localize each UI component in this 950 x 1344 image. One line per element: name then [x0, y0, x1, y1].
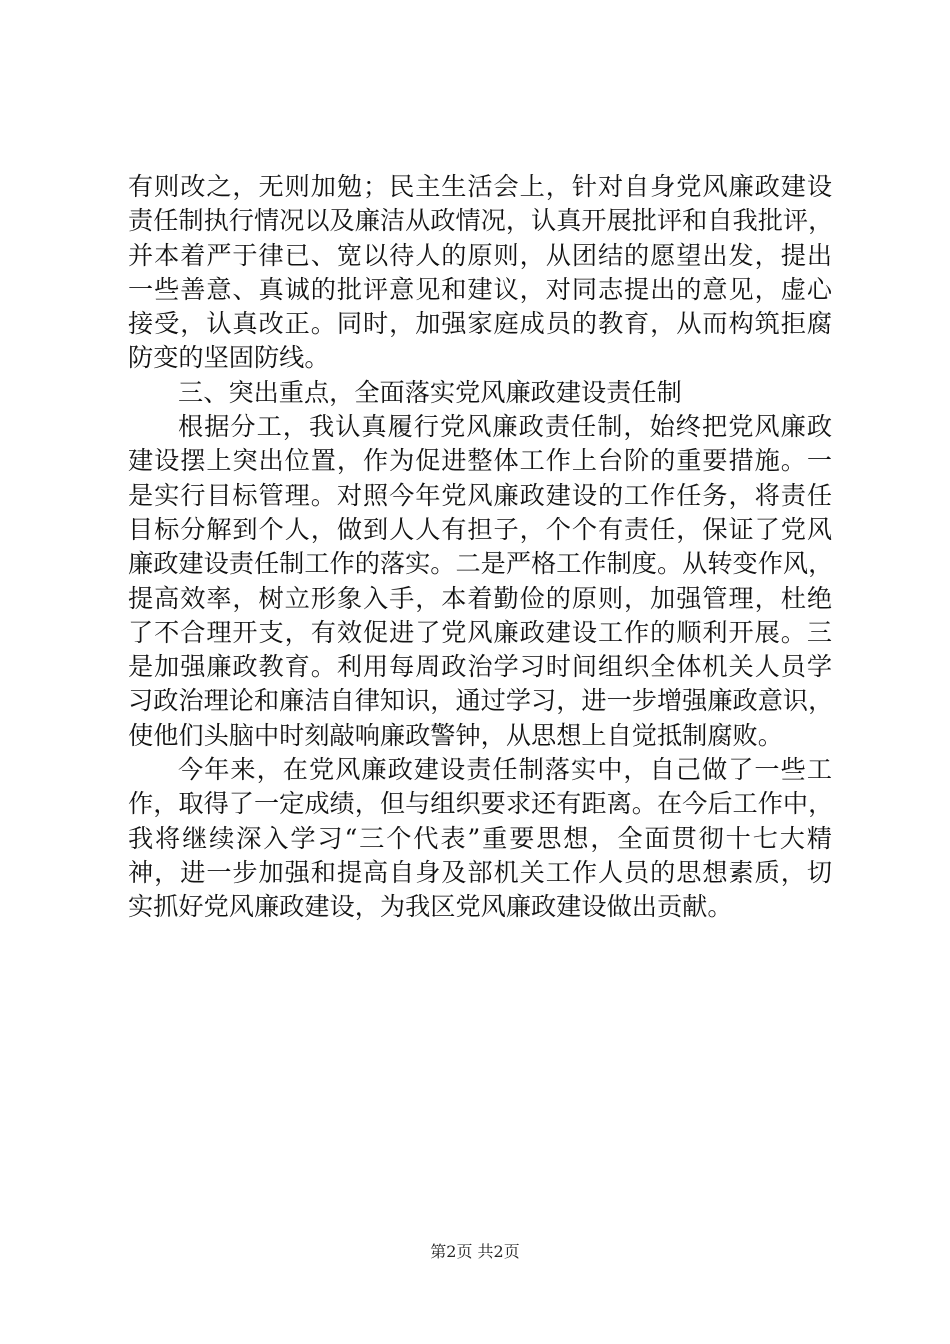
text-line: 我将继续深入学习“三个代表”重要思想，全面贯彻十七大精: [128, 823, 832, 853]
text-line: 是加强廉政教育。利用每周政治学习时间组织全体机关人员学: [128, 652, 832, 682]
text-line: 提高效率，树立形象入手，本着勤俭的原则，加强管理，杜绝: [128, 583, 832, 613]
section-heading: 三、突出重点，全面落实党风廉政建设责任制: [178, 377, 682, 407]
page-number-footer: 第2页 共2页: [430, 1242, 520, 1261]
text-line: 习政治理论和廉洁自律知识，通过学习，进一步增强廉政意识，: [128, 686, 834, 716]
text-line: 目标分解到个人，做到人人有担子，个个有责任，保证了党风: [128, 514, 832, 544]
text-line: 根据分工，我认真履行党风廉政责任制，始终把党风廉政: [178, 412, 832, 442]
document-body: [128, 170, 832, 925]
text-line: 作，取得了一定成绩，但与组织要求还有距离。在今后工作中，: [128, 789, 834, 819]
text-line: 今年来，在党风廉政建设责任制落实中，自己做了一些工: [178, 755, 832, 785]
text-line: 建设摆上突出位置，作为促进整体工作上台阶的重要措施。一: [128, 446, 832, 476]
text-line: 了不合理开支，有效促进了党风廉政建设工作的顺利开展。三: [128, 617, 832, 647]
text-line: 使他们头脑中时刻敲响廉政警钟，从思想上自觉抵制腐败。: [128, 720, 783, 750]
text-line: 神，进一步加强和提高自身及部机关工作人员的思想素质，切: [128, 857, 832, 887]
text-line: 防变的坚固防线。: [128, 343, 330, 373]
text-line: 廉政建设责任制工作的落实。二是严格工作制度。从转变作风，: [128, 549, 834, 579]
text-line: 并本着严于律已、宽以待人的原则，从团结的愿望出发，提出: [128, 240, 832, 270]
text-line: 一些善意、真诚的批评意见和建议，对同志提出的意见，虚心: [128, 274, 832, 304]
text-line: 有则改之，无则加勉；民主生活会上，针对自身党风廉政建设: [128, 172, 832, 201]
text-line: 实抓好党风廉政建设，为我区党风廉政建设做出贡献。: [128, 892, 733, 922]
text-line: 接受，认真改正。同时，加强家庭成员的教育，从而构筑拒腐: [128, 309, 832, 339]
text-line: 责任制执行情况以及廉洁从政情况，认真开展批评和自我批评，: [128, 206, 834, 236]
text-line: 是实行目标管理。对照今年党风廉政建设的工作任务，将责任: [128, 480, 832, 510]
